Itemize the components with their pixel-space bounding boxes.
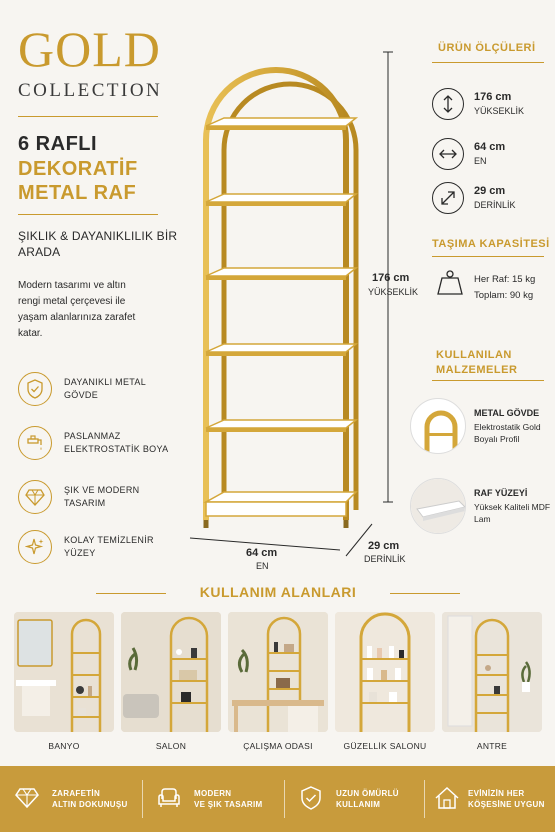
footer-item [432, 766, 552, 832]
capacity-divider [432, 256, 544, 257]
room-photo-beauty-salon [335, 612, 435, 732]
material-desc: Yüksek Kaliteli MDF Lam [474, 502, 551, 524]
dimension-value: 64 cm [474, 141, 506, 153]
footer-text-line2: KÖŞESİNE UYGUN [468, 800, 545, 809]
capacity-title: TAŞIMA KAPASİTESİ [432, 238, 550, 250]
dimension-item [432, 182, 552, 222]
room-label: GÜZELLİK SALONU [343, 741, 427, 751]
room-label: BANYO [48, 741, 80, 751]
feature-label: ŞIK VE MODERN TASARIM [64, 485, 140, 508]
product-title-line2: DEKORATİF METAL RAF [18, 158, 138, 204]
footer-item [12, 766, 137, 832]
brand-divider [18, 116, 158, 117]
product-title-line1: 6 RAFLI [18, 133, 98, 155]
diagram-width-value: 64 cm [246, 547, 278, 559]
feature-item [18, 480, 193, 520]
footer-banner [0, 766, 555, 832]
dimension-item [432, 88, 552, 128]
footer-text-line1: UZUN ÖMÜRLÜ [336, 789, 399, 798]
dimensions-title: ÜRÜN ÖLÇÜLERİ [438, 42, 536, 54]
feature-item [18, 426, 193, 466]
capacity-total: Toplam: 90 kg [474, 290, 534, 301]
capacity-per-shelf: Her Raf: 15 kg [474, 274, 536, 285]
diagram-depth-value: 29 cm [368, 540, 400, 552]
shelf-illustration [180, 30, 420, 590]
room-photo-living-room [121, 612, 221, 732]
title-divider [18, 214, 158, 215]
shield-check-icon [296, 782, 326, 814]
room-photo-entrance [442, 612, 542, 732]
product-subtitle: ŞIKLIK & DAYANIKLILIK BİR ARADA [18, 229, 178, 259]
footer-text-line2: VE ŞIK TASARIM [194, 800, 263, 809]
room-label: SALON [155, 741, 187, 751]
armchair-icon [154, 782, 184, 814]
feature-label: DAYANIKLI METAL GÖVDE [64, 377, 146, 400]
weight-icon [436, 268, 464, 301]
dimension-value: 29 cm [474, 185, 506, 197]
vertical-arrow-icon [432, 88, 464, 120]
usage-divider-right [390, 593, 460, 594]
shelf-boards [206, 118, 356, 516]
dimension-label: EN [474, 156, 487, 166]
room-photo-study-room [228, 612, 328, 732]
footer-separator [424, 780, 425, 818]
faucet-icon [18, 426, 52, 460]
materials-divider [432, 380, 544, 381]
footer-text-line2: ALTIN DOKUNUŞU [52, 800, 128, 809]
material-title: METAL GÖVDE [474, 408, 540, 418]
dimension-label: DERİNLİK [474, 200, 516, 210]
footer-text-line2: KULLANIM [336, 800, 381, 809]
diagram-height-label: YÜKSEKLİK [368, 287, 419, 297]
dimension-label: YÜKSEKLİK [474, 106, 525, 116]
diagram-height-value: 176 cm [372, 272, 410, 284]
material-item [410, 478, 555, 538]
room-label: ÇALIŞMA ODASI [243, 741, 313, 751]
footer-text-line1: EVİNİZİN HER [468, 789, 525, 798]
footer-text-line1: MODERN [194, 789, 232, 798]
diamond-icon [12, 782, 42, 814]
material-item [410, 398, 555, 458]
material-desc: Elektrostatik Gold Boyalı Profil [474, 422, 541, 444]
metal-frame-thumbnail [410, 398, 466, 454]
house-icon [432, 782, 462, 814]
dimension-item [432, 138, 552, 178]
diagram-depth-label: DERİNLİK [364, 554, 406, 564]
shield-check-icon [18, 372, 52, 406]
footer-separator [142, 780, 143, 818]
brand-logo-collection: COLLECTION [18, 80, 163, 101]
horizontal-arrow-icon [432, 138, 464, 170]
product-description: Modern tasarımı ve altın rengi metal çerçevesi ile yaşam alanlarınıza zarafet katar. [18, 280, 136, 339]
feature-label: PASLANMAZ ELEKTROSTATİK BOYA [64, 431, 169, 454]
material-title: RAF YÜZEYİ [474, 488, 528, 498]
footer-item [296, 766, 421, 832]
room-label: ANTRE [476, 741, 508, 751]
shelf-surface-thumbnail [410, 478, 466, 534]
footer-item [154, 766, 279, 832]
diagonal-arrow-icon [432, 182, 464, 214]
feature-item [18, 530, 193, 570]
sparkle-icon [18, 530, 52, 564]
brand-logo-gold: GOLD [18, 21, 161, 77]
usage-title: KULLANIM ALANLARI [199, 584, 357, 600]
dimensions-divider [432, 62, 544, 63]
feature-label: KOLAY TEMİZLENİR YÜZEY [64, 535, 154, 558]
dimension-value: 176 cm [474, 91, 512, 103]
materials-title: KULLANILAN MALZEMELER [436, 349, 518, 376]
footer-separator [284, 780, 285, 818]
diagram-width-label: EN [256, 561, 269, 571]
feature-item [18, 372, 193, 412]
usage-divider-left [96, 593, 166, 594]
diamond-icon [18, 480, 52, 514]
room-photo-bathroom [14, 612, 114, 732]
footer-text-line1: ZARAFETİN [52, 789, 101, 798]
